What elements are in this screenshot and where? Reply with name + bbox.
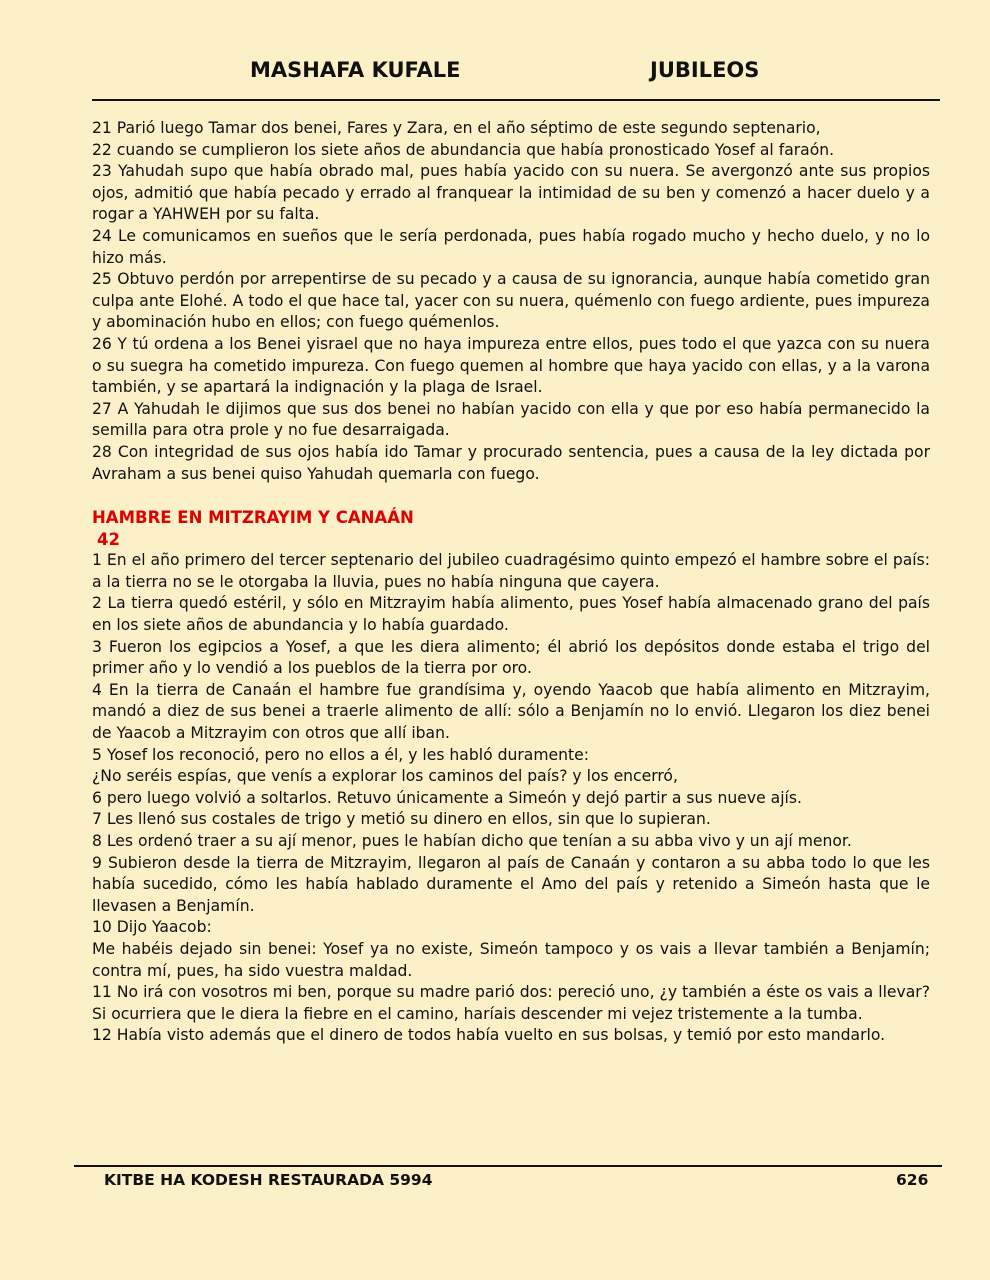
page-number: 626 [896, 1171, 929, 1189]
footer-collection-title: KITBE HA KODESH RESTAURADA 5994 [104, 1171, 433, 1189]
header-book-subtitle: JUBILEOS [650, 58, 760, 82]
verse: 22 cuando se cumplieron los siete años de abundancia que había pronosticado Yosef al faraón. [92, 140, 835, 159]
verse: 25 Obtuvo perdón por arrepentirse de su pecado y a causa de su ignorancia, aunque había cometido gran culpa ante Elohé. A todo el que hace tal, yacer con su nuera, quémenlo con fuego ardiente, pues impureza y abominación hubo en ellos; con fuego quémenlos. [92, 270, 930, 332]
verse: 2 La tierra quedó estéril, y sólo en Mitzrayim había alimento, pues Yosef había almacenado grano del país en los siete años de abundancia y lo había guardado. [92, 594, 930, 635]
verse: 1 En el año primero del tercer septenario del jubileo cuadragésimo quinto empezó el hambre sobre el país: a la tierra no se le otorgaba la lluvia, pues no había ninguna que cayera. [92, 551, 930, 591]
chapter-number: 42 [97, 529, 120, 549]
verse: 8 Les ordenó traer a su ají menor, pues le habían dicho que tenían a su abba vivo y un ají menor. [92, 832, 852, 850]
verse: 4 En la tierra de Canaán el hambre fue grandísima y, oyendo Yaacob que había alimento en Mitzrayim, mandó a diez de sus benei a traerle alimento de allí: sólo a Benjamín no lo envió. Llegaron los diez benei de Yaacob a Mitzrayim con otros que allí iban. [92, 680, 930, 743]
verse: 26 Y tú ordena a los Benei yisrael que no haya impureza entre ellos, pues todo el que yazca con su nuera o su suegra ha cometido impureza. Con fuego quemen al hombre que haya yacido con ellas, y a la varona también, y se apartará la indignación y la plaga de Israel. [92, 334, 930, 397]
verse: 10 Dijo Yaacob: [92, 918, 212, 937]
spacer [92, 485, 930, 507]
verse: 21 Parió luego Tamar dos benei, Fares y Zara, en el año séptimo de este segundo septenario, [92, 119, 821, 137]
verse: 6 pero luego volvió a soltarlos. Retuvo únicamente a Simeón y dejó partir a sus nueve ajís. [92, 788, 802, 807]
verse: ¿No seréis espías, que venís a explorar los caminos del país? y los encerró, [92, 767, 678, 786]
verse: 28 Con integridad de sus ojos había ido Tamar y procurado sentencia, pues a causa de la ley dictada por Avraham a sus benei quiso Yahudah quemarla con fuego. [92, 442, 930, 483]
verse: 11 No irá con vosotros mi ben, porque su madre parió dos: pereció uno, ¿y también a éste os vais a llevar? Si ocurriera que le diera la fiebre en el camino, haríais descender mi vejez tristemente a la tumba. [92, 983, 930, 1023]
verse: 7 Les llenó sus costales de trigo y metió su dinero en ellos, sin que lo supieran. [92, 810, 711, 829]
verse: Me habéis dejado sin benei: Yosef ya no existe, Simeón tampoco y os vais a llevar también a Benjamín; contra mí, pues, ha sido vuestra maldad. [92, 939, 930, 980]
verse: 12 Había visto además que el dinero de todos había vuelto en sus bolsas, y temió por esto mandarlo. [92, 1026, 886, 1045]
verse: 27 A Yahudah le dijimos que sus dos benei no habían yacido con ella y que por eso había permanecido la semilla para otra prole y no fue desarraigada. [92, 399, 930, 440]
section-heading: HAMBRE EN MITZRAYIM Y CANAÁN [92, 508, 414, 528]
verse: 3 Fueron los egipcios a Yosef, a que les diera alimento; él abrió los depósitos donde estaba el trigo del primer año y lo vendió a los pueblos de la tierra por oro. [92, 637, 930, 678]
verse: 23 Yahudah supo que había obrado mal, pues había yacido con su nuera. Se avergonzó ante sus propios ojos, admitió que había pecado y errado al franquear la intimidad de su ben y comenzó a hacer duelo y a rogar a YAHWEH por su falta. [92, 162, 930, 224]
footer-divider [74, 1165, 942, 1167]
verse: 5 Yosef los reconoció, pero no ellos a él, y les habló duramente: [92, 745, 589, 764]
header-divider [92, 99, 940, 101]
verse: 24 Le comunicamos en sueños que le sería perdonada, pues había rogado mucho y hecho duelo, y no lo hizo más. [92, 226, 930, 267]
page-header [0, 58, 990, 92]
verse: 9 Subieron desde la tierra de Mitzrayim, llegaron al país de Canaán y contaron a su abba todo lo que les había sucedido, cómo les había hablado duramente el Amo del país y retenido a Simeón hasta que le llevasen a Benjamín. [92, 853, 930, 915]
body-text [92, 118, 930, 1047]
header-book-title: MASHAFA KUFALE [250, 58, 461, 82]
